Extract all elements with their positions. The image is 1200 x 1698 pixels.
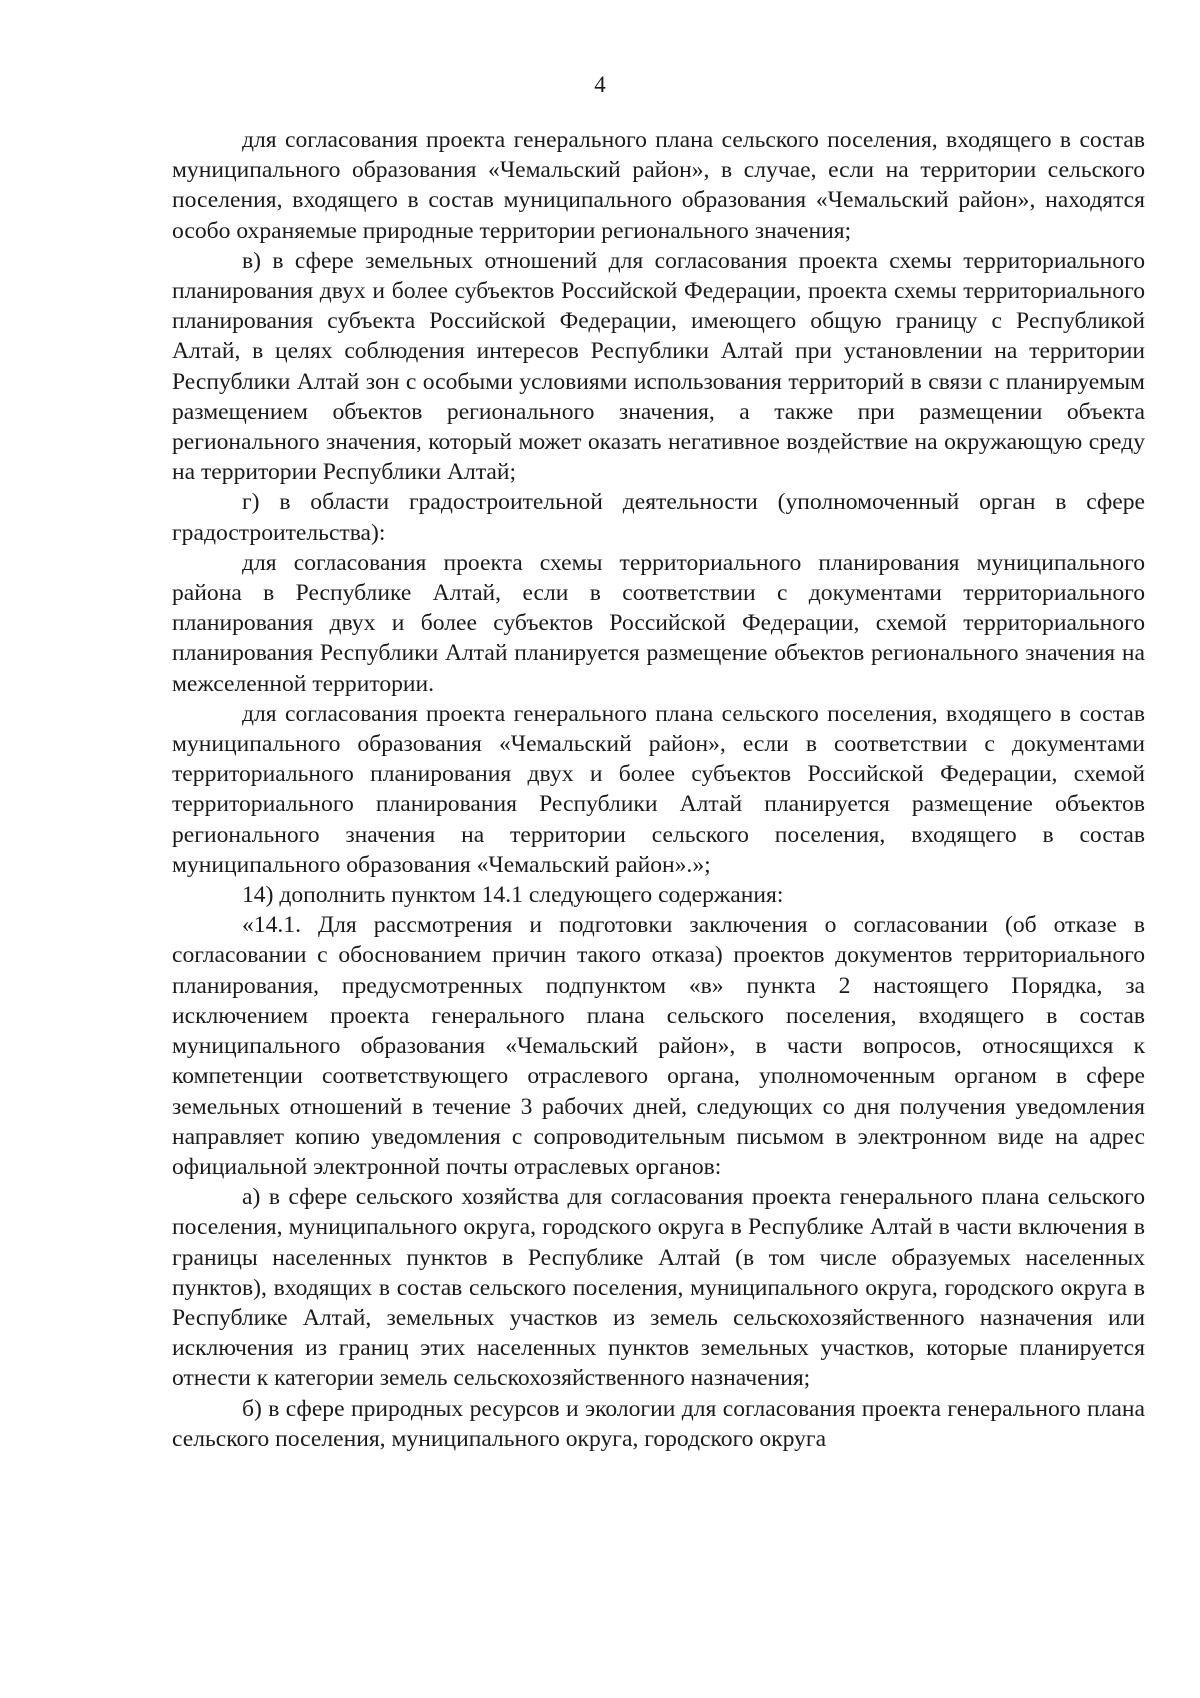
paragraph-item-14: 14) дополнить пунктом 14.1 следующего содержания: xyxy=(242,882,784,909)
paragraph-item-b-natural-resources: б) в сфере природных ресурсов и экологии для согласования проекта генерального плана сельского поселения, муниципального округа, городского округа xyxy=(172,1395,1145,1452)
paragraph-item-a-agriculture: а) в сфере сельского хозяйства для согласования проекта генерального плана сельского поселения, муниципального округа, городского округа в Республике Алтай в части включения в границы населенных пунктов в Республике Алтай (в том числе образуемых населенных пунктов), входящих в состав сельского поселения, муниципального округа, городского округа в Республике Алтай, земельных участков из земель сельскохозяйственного назначения или исключения из границ этих населенных пунктов земельных участков, которые планируется отнести к категории земель сельскохозяйственного назначения; xyxy=(172,1184,1145,1392)
page-number: 4 xyxy=(594,72,606,97)
paragraph-item-g-urban-planning: г) в области градостроительной деятельности (уполномоченный орган в сфере градостроительства): xyxy=(172,489,1145,546)
paragraph-municipal-district-scheme: для согласования проекта схемы территориального планирования муниципального района в Республике Алтай, если в соответствии с документами территориального планирования двух и более субъектов Российской Федерации, схемой территориального планирования Республики Алтай планируется размещение объектов регионального значения на межселенной территории. xyxy=(172,549,1145,697)
document-body xyxy=(172,125,1145,1454)
paragraph-general-plan-oopt: для согласования проекта генерального плана сельского поселения, входящего в состав муниципального образования «Чемальский район», в случае, если на территории сельского поселения, входящего в состав муниципального образования «Чемальский район», находятся особо охраняемые природные территории регионального значения; xyxy=(172,127,1145,244)
paragraph-item-14-1: «14.1. Для рассмотрения и подготовки заключения о согласовании (об отказе в согласовании с обоснованием причин такого отказа) проектов документов территориального планирования, предусмотренных подпунктом «в» пункта 2 настоящего Порядка, за исключением проекта генерального плана сельского поселения, входящего в состав муниципального образования «Чемальский район», в части вопросов, относящихся к компетенции соответствующего отраслевого органа, уполномоченным органом в сфере земельных отношений в течение 3 рабочих дней, следующих со дня получения уведомления направляет копию уведомления с сопроводительным письмом в электронном виде на адрес официальной электронной почты отраслевых органов: xyxy=(172,912,1145,1180)
paragraph-item-v-land-relations: в) в сфере земельных отношений для согласования проекта схемы территориального планирования двух и более субъектов Российской Федерации, проекта схемы территориального планирования субъекта Российской Федерации, имеющего общую границу с Республикой Алтай, в целях соблюдения интересов Республики Алтай при установлении на территории Республики Алтай зон с особыми условиями использования территорий в связи с планируемым размещением объектов регионального значения, а также при размещении объекта регионального значения, который может оказать негативное воздействие на окружающую среду на территории Республики Алтай; xyxy=(172,247,1145,486)
paragraph-general-plan-chemal: для согласования проекта генерального плана сельского поселения, входящего в состав муниципального образования «Чемальский район», если в соответствии с документами территориального планирования двух и более субъектов Российской Федерации, схемой территориального планирования Республики Алтай планируется размещение объектов регионального значения на территории сельского поселения, входящего в состав муниципального образования «Чемальский район».»; xyxy=(172,700,1145,878)
